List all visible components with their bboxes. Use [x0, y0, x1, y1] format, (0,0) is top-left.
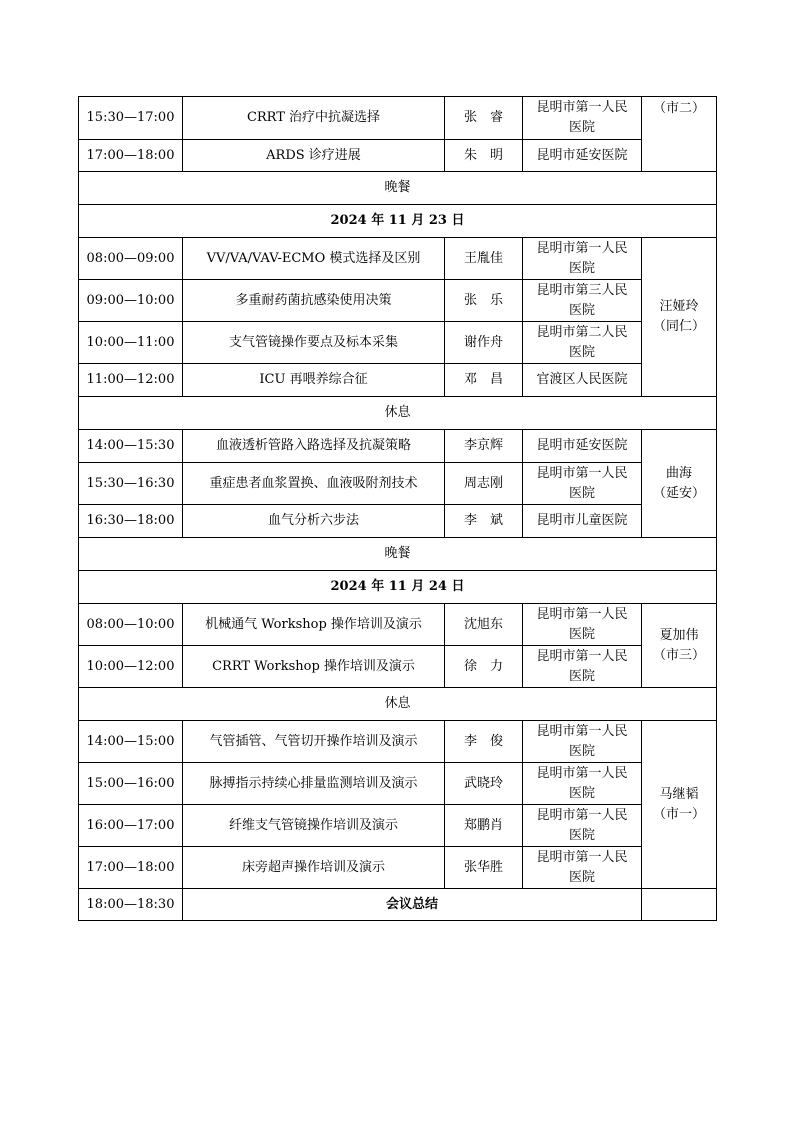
hospital-cell — [523, 646, 642, 688]
hospital-cell — [523, 430, 642, 463]
hospital-line: 医院 — [568, 302, 595, 318]
table-row — [79, 280, 717, 322]
speaker-cell: 张 睿 — [445, 97, 523, 140]
hospital-cell — [523, 505, 642, 538]
time-cell: 16:30—18:00 — [79, 505, 183, 538]
chair-cell — [642, 889, 717, 921]
speaker-cell: 邓 昌 — [445, 364, 523, 397]
hospital-line: 医院 — [568, 827, 595, 843]
time-cell: 14:00—15:00 — [79, 721, 183, 763]
date-header: 2024 年 11 月 24 日 — [79, 571, 717, 604]
speaker-cell: 张 乐 — [445, 280, 523, 322]
break-row-label: 晚餐 — [79, 538, 717, 571]
hospital-cell — [523, 847, 642, 889]
schedule-table — [78, 96, 717, 921]
hospital-line: 昆明市第一人民 — [536, 606, 628, 622]
hospital-line: 官渡区人民医院 — [536, 372, 628, 387]
hospital-line: 昆明市儿童医院 — [536, 513, 628, 528]
time-cell: 08:00—09:00 — [79, 238, 183, 280]
break-row-label: 休息 — [79, 397, 717, 430]
time-cell: 15:00—16:00 — [79, 763, 183, 805]
speaker-cell: 李 俊 — [445, 721, 523, 763]
chair-unit: （市二） — [652, 101, 705, 116]
topic-cell: 脉搏指示持续心排量监测培训及演示 — [183, 763, 445, 805]
speaker-cell: 武晓玲 — [445, 763, 523, 805]
time-cell: 16:00—17:00 — [79, 805, 183, 847]
hospital-line: 医院 — [568, 785, 595, 801]
speaker-cell: 李京辉 — [445, 430, 523, 463]
time-cell: 08:00—10:00 — [79, 604, 183, 646]
chair-name: 曲海 — [665, 465, 692, 481]
topic-cell: 多重耐药菌抗感染使用决策 — [183, 280, 445, 322]
chair-name: 夏加伟 — [659, 627, 699, 643]
table-row — [79, 140, 717, 172]
topic-cell: 床旁超声操作培训及演示 — [183, 847, 445, 889]
hospital-cell — [523, 805, 642, 847]
hospital-cell — [523, 763, 642, 805]
time-cell: 17:00—18:00 — [79, 847, 183, 889]
table-row — [79, 538, 717, 571]
summary-cell: 会议总结 — [183, 889, 642, 921]
chair-unit: （市一） — [652, 806, 705, 822]
table-row — [79, 505, 717, 538]
table-row — [79, 847, 717, 889]
time-cell: 17:00—18:00 — [79, 140, 183, 172]
topic-cell: ICU 再喂养综合征 — [183, 364, 445, 397]
chair-name: 汪娅玲 — [659, 299, 699, 314]
chair-unit: （市三） — [652, 647, 705, 663]
topic-cell: 血气分析六步法 — [183, 505, 445, 538]
time-cell: 11:00—12:00 — [79, 364, 183, 397]
speaker-cell: 周志刚 — [445, 463, 523, 505]
topic-cell: CRRT Workshop 操作培训及演示 — [183, 646, 445, 688]
time-cell: 10:00—11:00 — [79, 322, 183, 364]
topic-cell: 机械通气 Workshop 操作培训及演示 — [183, 604, 445, 646]
time-cell: 14:00—15:30 — [79, 430, 183, 463]
table-row — [79, 604, 717, 646]
hospital-cell — [523, 364, 642, 397]
table-row — [79, 397, 717, 430]
date-header: 2024 年 11 月 23 日 — [79, 205, 717, 238]
hospital-line: 医院 — [568, 344, 595, 360]
speaker-cell: 沈旭东 — [445, 604, 523, 646]
table-row — [79, 97, 717, 140]
time-cell: 10:00—12:00 — [79, 646, 183, 688]
topic-cell: 血液透析管路入路选择及抗凝策略 — [183, 430, 445, 463]
table-row — [79, 205, 717, 238]
time-cell: 15:30—17:00 — [79, 97, 183, 140]
hospital-cell — [523, 322, 642, 364]
table-row — [79, 889, 717, 921]
speaker-cell: 谢作舟 — [445, 322, 523, 364]
chair-cell — [642, 721, 717, 889]
speaker-cell: 王胤佳 — [445, 238, 523, 280]
hospital-cell — [523, 140, 642, 172]
speaker-cell: 郑鹏肖 — [445, 805, 523, 847]
hospital-line: 医院 — [568, 485, 595, 501]
hospital-line: 昆明市第一人民 — [536, 807, 628, 823]
table-row — [79, 364, 717, 397]
table-row — [79, 721, 717, 763]
topic-cell: 重症患者血浆置换、血液吸附剂技术 — [183, 463, 445, 505]
table-row — [79, 646, 717, 688]
table-row — [79, 463, 717, 505]
topic-cell: CRRT 治疗中抗凝选择 — [183, 97, 445, 140]
hospital-line: 昆明市第一人民 — [536, 849, 628, 865]
hospital-line: 昆明市第一人民 — [536, 100, 628, 115]
time-cell: 18:00—18:30 — [79, 889, 183, 921]
hospital-line: 昆明市第三人民 — [536, 282, 628, 298]
hospital-cell — [523, 463, 642, 505]
chair-unit: （延安） — [652, 485, 705, 501]
time-cell: 09:00—10:00 — [79, 280, 183, 322]
hospital-line: 昆明市第二人民 — [536, 324, 628, 340]
hospital-line: 昆明市第一人民 — [536, 765, 628, 781]
speaker-cell: 徐 力 — [445, 646, 523, 688]
hospital-cell — [523, 238, 642, 280]
speaker-cell: 朱 明 — [445, 140, 523, 172]
table-row — [79, 322, 717, 364]
break-row-label: 休息 — [79, 688, 717, 721]
chair-cell — [642, 238, 717, 397]
hospital-line: 医院 — [568, 626, 595, 642]
table-row — [79, 688, 717, 721]
chair-cell — [642, 97, 717, 172]
topic-cell: 纤维支气管镜操作培训及演示 — [183, 805, 445, 847]
hospital-line: 昆明市第一人民 — [536, 240, 628, 256]
hospital-line: 昆明市延安医院 — [536, 438, 628, 453]
topic-cell: 支气管镜操作要点及标本采集 — [183, 322, 445, 364]
table-row — [79, 430, 717, 463]
topic-cell: ARDS 诊疗进展 — [183, 140, 445, 172]
chair-cell — [642, 430, 717, 538]
time-cell: 15:30—16:30 — [79, 463, 183, 505]
table-row — [79, 763, 717, 805]
chair-cell — [642, 604, 717, 688]
hospital-line: 昆明市第一人民 — [536, 648, 628, 664]
chair-unit: （同仁） — [652, 319, 705, 334]
chair-name: 马继韬 — [659, 786, 699, 802]
hospital-line: 医院 — [568, 120, 595, 135]
hospital-line: 医院 — [568, 668, 595, 684]
topic-cell: 气管插管、气管切开操作培训及演示 — [183, 721, 445, 763]
hospital-cell — [523, 97, 642, 140]
hospital-line: 医院 — [568, 869, 595, 885]
speaker-cell: 李 斌 — [445, 505, 523, 538]
hospital-line: 医院 — [568, 260, 595, 276]
hospital-line: 昆明市第一人民 — [536, 723, 628, 739]
table-row — [79, 172, 717, 205]
hospital-line: 昆明市第一人民 — [536, 465, 628, 481]
hospital-cell — [523, 721, 642, 763]
topic-cell: VV/VA/VAV-ECMO 模式选择及区别 — [183, 238, 445, 280]
table-row — [79, 238, 717, 280]
speaker-cell: 张华胜 — [445, 847, 523, 889]
hospital-cell — [523, 280, 642, 322]
hospital-cell — [523, 604, 642, 646]
break-row-label: 晚餐 — [79, 172, 717, 205]
table-row — [79, 571, 717, 604]
hospital-line: 医院 — [568, 743, 595, 759]
hospital-line: 昆明市延安医院 — [536, 147, 628, 163]
table-row — [79, 805, 717, 847]
